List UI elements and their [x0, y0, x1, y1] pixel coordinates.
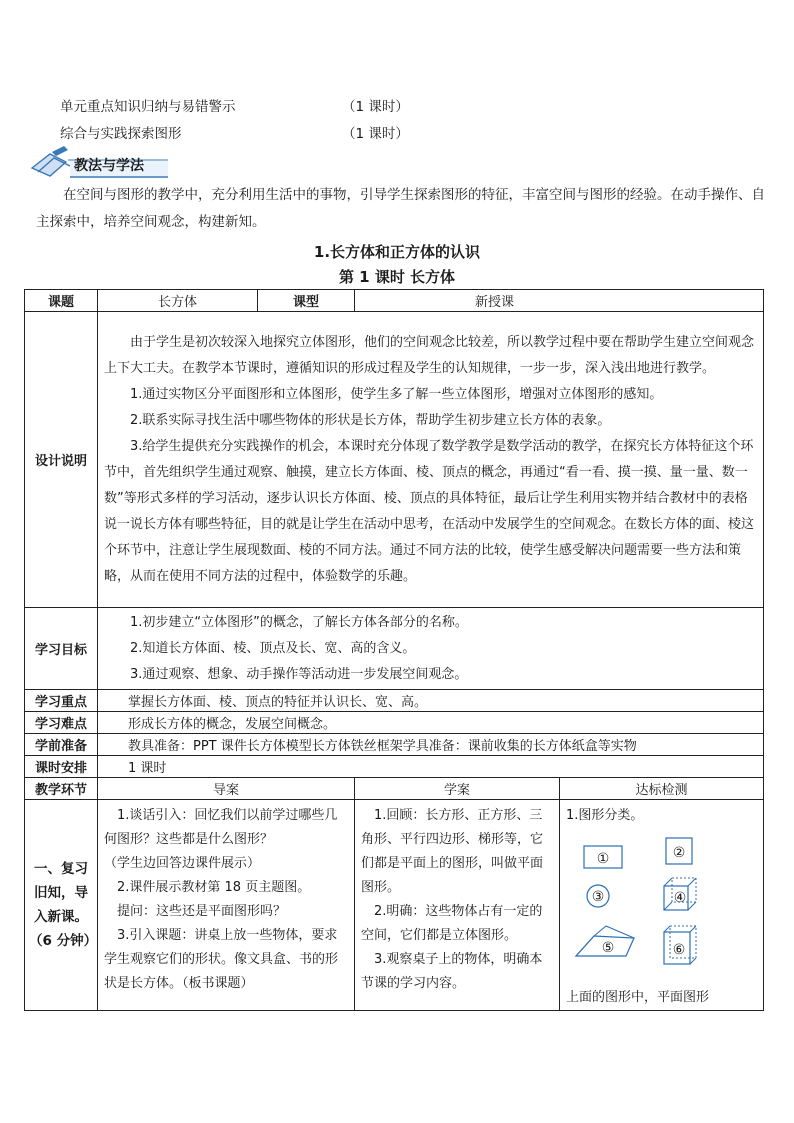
table-row — [25, 290, 764, 312]
shape-label-3: ③ — [591, 889, 605, 905]
study-header: 学案 — [355, 778, 560, 800]
study-item: 3.观察桌子上的物体，明确本节课的学习内容。 — [361, 952, 543, 991]
shape-square — [666, 838, 692, 864]
plan-item-name: 单元重点知识归纳与易错警示 — [60, 99, 236, 115]
shape-rectangle — [584, 846, 622, 868]
shape-figures — [566, 828, 757, 988]
check-footer: 上面的图形中，平面图形 — [566, 990, 710, 1005]
design-para: 3.给学生提供充分实践操作的机会，本课时充分体现了数学教学是数学活动的教学，在探究长方体特征这个环节中，首先组织学生通过观察、触摸，建立长方体面、棱、顶点的概念，再通过“看一看、摸一摸、量一量、数一数”等形式多样的学习活动，逐步认识长方体面、棱、顶点的具体特征，最后让学生利用实物并结合教材中的表格说一说长方体有哪些特征，目的就是让学生在活动中思考，在活动中发展学生的空间观念。在数长方体的面、棱这个环节中，注意让学生展现数面、棱的不同方法。通过不同方法的比较，使学生感受解决问题需要一些方法和策略，从而在使用不同方法的过程中，体验数学的乐趣。 — [104, 438, 755, 584]
goal-item: 2.知道长方体面、棱、顶点及长、宽、高的含义。 — [130, 640, 416, 656]
table-row — [25, 734, 764, 756]
plan-line-2-hours: （1 课时） — [342, 126, 409, 142]
shape-cuboid — [664, 926, 696, 964]
design-content — [98, 312, 764, 608]
section-title: 1.长方体和正方体的认识 — [313, 243, 481, 261]
guide-item: 1.谈话引入：回忆我们以前学过哪些几何图形？这些都是什么图形？ — [104, 808, 338, 847]
lesson-plan-table — [24, 289, 764, 1011]
phase1-check — [560, 800, 764, 1011]
schedule-label: 课时安排 — [25, 756, 98, 778]
design-para: 1.通过实物区分平面图形和立体图形，使学生多了解一些立体图形，增强对立体图形的感知。 — [130, 386, 663, 402]
lesson-title: 第 1 课时 长方体 — [338, 268, 456, 286]
guide-item: 2.课件展示教材第 18 页主题图。 — [117, 880, 311, 895]
design-para: 2.联系实际寻找生活中哪些物体的形状是长方体，帮助学生初步建立长方体的表象。 — [130, 412, 611, 428]
phase-header-label: 教学环节 — [25, 778, 98, 800]
table-row — [25, 312, 764, 608]
plan-line-2 — [60, 122, 182, 142]
phase1-label: 一、复习旧知，导入新课。（6 分钟） — [25, 800, 98, 1011]
design-key: 设计说明 — [25, 312, 98, 608]
study-item: 1.回顾：长方形、正方形、三角形、平行四边形、梯形等，它们都是平面上的图形，叫做平面图形。 — [361, 808, 544, 895]
prep-label: 学前准备 — [25, 734, 98, 756]
guide-header: 导案 — [98, 778, 355, 800]
schedule-value: 1 课时 — [98, 756, 764, 778]
table-row — [25, 800, 764, 1011]
key-label: 学习重点 — [25, 690, 98, 712]
intro-paragraph: 在空间与图形的教学中，充分利用生活中的事物，引导学生探索图形的特征，丰富空间与图形的经验。在动手操作、自主探索中，培养空间观念，构建新知。 — [36, 187, 765, 230]
check-title: 1.图形分类。 — [566, 808, 644, 823]
plan-line-1-hours: （1 课时） — [342, 99, 409, 115]
table-row — [25, 712, 764, 734]
guide-item: （学生边回答边课件展示） — [104, 856, 261, 871]
check-header: 达标检测 — [560, 778, 764, 800]
guide-item: 提问：这些还是平面图形吗？ — [117, 904, 287, 919]
shape-cube — [664, 878, 696, 910]
guide-item: 3.引入课题：讲桌上放一些物体，要求学生观察它们的形状。像文具盒、书的形状是长方体。（板书课题） — [104, 928, 339, 991]
goals-content — [98, 608, 764, 690]
type-key: 课型 — [258, 290, 355, 312]
phase1-study — [355, 800, 560, 1011]
topic-value: 长方体 — [98, 290, 258, 312]
type-value: 新授课 — [355, 290, 764, 312]
prep-value: 教具准备：PPT 课件长方体模型长方体铁丝框架学具准备：课前收集的长方体纸盒等实物 — [98, 734, 764, 756]
goal-item: 1.初步建立“立体图形”的概念，了解长方体各部分的名称。 — [130, 614, 468, 630]
shape-prism — [576, 926, 634, 956]
difficulty-value: 形成长方体的概念，发展空间概念。 — [98, 712, 764, 734]
table-row — [25, 756, 764, 778]
shape-label-5: ⑤ — [601, 940, 615, 956]
table-row — [25, 778, 764, 800]
table-row — [25, 690, 764, 712]
method-badge — [30, 146, 170, 180]
key-value: 掌握长方体面、棱、顶点的特征并认识长、宽、高。 — [98, 690, 764, 712]
plan-line-1 — [60, 95, 236, 115]
goals-key: 学习目标 — [25, 608, 98, 690]
goal-item: 3.通过观察、想象、动手操作等活动进一步发展空间观念。 — [130, 666, 468, 682]
shape-label-6: ⑥ — [672, 942, 686, 958]
plan-item-name: 综合与实践探索图形 — [60, 126, 182, 142]
difficulty-label: 学习难点 — [25, 712, 98, 734]
method-badge-label: 教法与学法 — [74, 158, 144, 174]
phase1-guide — [98, 800, 355, 1011]
shape-label-4: ④ — [673, 890, 687, 906]
table-row — [25, 608, 764, 690]
study-item: 2.明确：这些物体占有一定的空间，它们都是立体图形。 — [361, 904, 543, 943]
shape-circle — [587, 885, 609, 907]
shape-label-2: ② — [672, 845, 686, 861]
topic-key: 课题 — [25, 290, 98, 312]
design-para: 由于学生是初次较深入地探究立体图形，他们的空间观念比较差，所以教学过程中要在帮助学生建立空间观念上下大工夫。在教学本节课时，遵循知识的形成过程及学生的认知规律，一步一步，深入浅出地进行教学。 — [104, 334, 755, 376]
shape-label-1: ① — [596, 851, 610, 867]
